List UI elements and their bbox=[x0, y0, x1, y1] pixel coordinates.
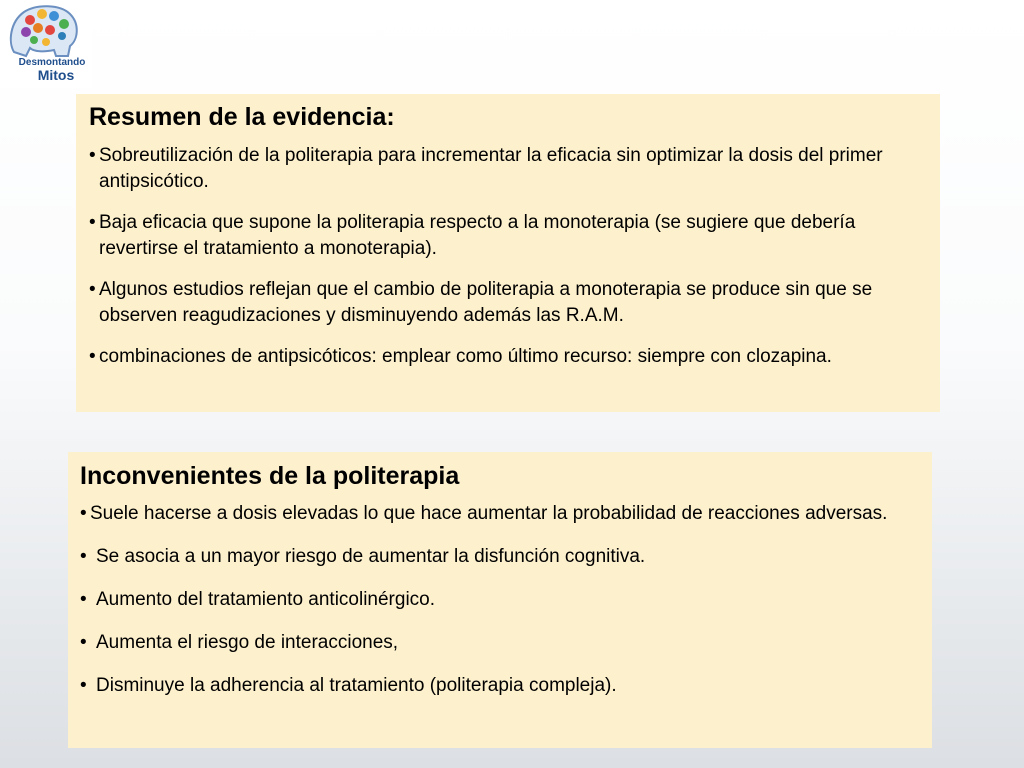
evidence-list bbox=[89, 143, 926, 370]
evidence-title: Resumen de la evidencia: bbox=[89, 103, 395, 131]
drawbacks-title: Inconvenientes de la politerapia bbox=[80, 462, 460, 490]
bullet-dot: • bbox=[80, 546, 87, 567]
evidence-bullet-2 bbox=[89, 210, 926, 262]
drawbacks-bullet-5 bbox=[80, 673, 924, 699]
evidence-summary-box bbox=[76, 94, 940, 412]
drawbacks-bullet-4 bbox=[80, 630, 924, 656]
evidence-bullet-4 bbox=[89, 344, 926, 370]
evidence-bullet-3 bbox=[89, 277, 926, 329]
evidence-bullet-text: Baja eficacia que supone la politerapia respecto a la monoterapia (se sugiere que debería revertirse el tratamiento a monoterapia). bbox=[99, 212, 856, 259]
bullet-dot: • bbox=[89, 279, 96, 300]
drawbacks-list bbox=[80, 501, 924, 699]
bullet-dot: • bbox=[89, 346, 96, 367]
drawbacks-bullet-3 bbox=[80, 587, 924, 613]
logo-text-line1: Desmontando bbox=[18, 57, 86, 68]
bullet-dot: • bbox=[80, 503, 87, 524]
bullet-dot: • bbox=[89, 145, 96, 166]
drawbacks-bullet-text: Aumento del tratamiento anticolinérgico. bbox=[96, 589, 436, 610]
evidence-bullet-text: Sobreutilización de la politerapia para incrementar la eficacia sin optimizar la dosis del primer antipsicótico. bbox=[99, 145, 883, 192]
bullet-dot: • bbox=[80, 632, 87, 653]
drawbacks-bullet-2 bbox=[80, 544, 924, 570]
drawbacks-bullet-1 bbox=[80, 501, 924, 527]
evidence-bullet-text: Algunos estudios reflejan que el cambio de politerapia a monoterapia se produce sin que se observen reagudizaciones y disminuyendo además las R.A.M. bbox=[99, 279, 873, 326]
logo bbox=[0, 0, 92, 88]
bullet-dot: • bbox=[80, 675, 87, 696]
drawbacks-bullet-text: Disminuye la adherencia al tratamiento (politerapia compleja). bbox=[96, 675, 617, 696]
drawbacks-bullet-text: Suele hacerse a dosis elevadas lo que hace aumentar la probabilidad de reacciones adversas. bbox=[90, 503, 888, 524]
drawbacks-bullet-text: Se asocia a un mayor riesgo de aumentar la disfunción cognitiva. bbox=[96, 546, 646, 567]
brain-head-icon bbox=[4, 2, 88, 60]
bullet-dot: • bbox=[89, 212, 96, 233]
drawbacks-bullet-text: Aumenta el riesgo de interacciones, bbox=[96, 632, 399, 653]
bullet-dot: • bbox=[80, 589, 87, 610]
logo-text-line2: Mitos bbox=[37, 67, 75, 83]
evidence-bullet-1 bbox=[89, 143, 926, 195]
drawbacks-box bbox=[68, 452, 932, 748]
evidence-bullet-text: combinaciones de antipsicóticos: emplear como último recurso: siempre con clozapina. bbox=[99, 346, 832, 367]
